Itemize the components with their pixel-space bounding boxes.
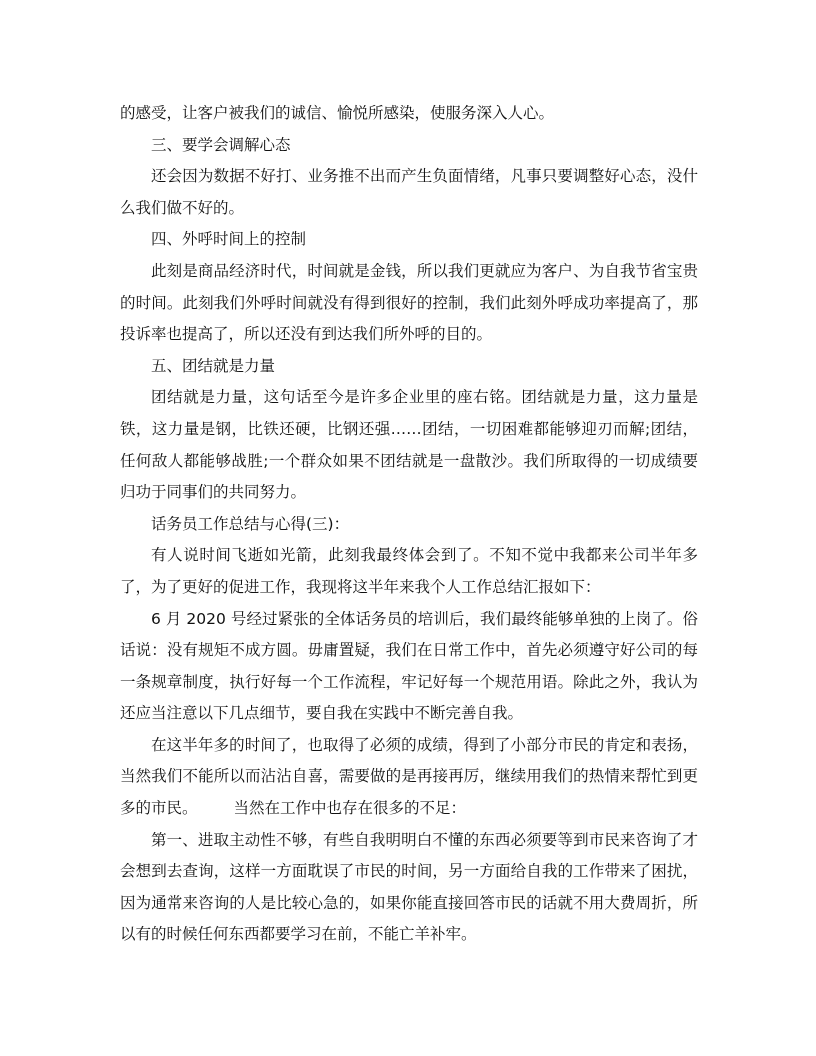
paragraph: 还会因为数据不好打、业务推不出而产生负面情绪，凡事只要调整好心态，没什么我们做不好的。 xyxy=(120,167,698,217)
paragraph-continuation: 的感受，让客户被我们的诚信、愉悦所感染，使服务深入人心。 xyxy=(120,104,555,122)
paragraph: 有人说时间飞逝如光箭，此刻我最终体会到了。不知不觉中我都来公司半年多了，为了更好的促进工作，我现将这半年来我个人工作总结汇报如下： xyxy=(120,546,698,596)
paragraph: 团结就是力量，这句话至今是许多企业里的座右铭。团结就是力量，这力量是铁，这力量是钢，比铁还硬，比钢还强……团结，一切困难都能够迎刃而解;团结，任何敌人都能够战胜;一个群众如果不团结就是一盘散沙。我们所取得的一切成绩要归功于同事们的共同努力。 xyxy=(120,388,698,502)
section-heading-3: 三、要学会调解心态 xyxy=(151,135,291,154)
paragraph xyxy=(120,730,698,825)
paragraph: 6 月 2020 号经过紧张的全体话务员的培训后，我们最终能够单独的上岗了。俗话说：没有规矩不成方圆。毋庸置疑，我们在日常工作中，首先必须遵守好公司的每一条规章制度，执行好每一个工作流程，牢记好每一个规范用语。除此之外，我认为还应当注意以下几点细节，要自我在实践中不断完善自我。 xyxy=(120,609,698,723)
paragraph-part: 当然在工作中也存在很多的不足： xyxy=(233,799,467,818)
section-heading-4: 四、外呼时间上的控制 xyxy=(151,230,307,249)
paragraph: 第一、进取主动性不够，有些自我明明白不懂的东西必须要等到市民来咨询了才会想到去查询，这样一方面耽误了市民的时间，另一方面给自我的工作带来了困扰，因为通常来咨询的人是比较心急的，如果你能直接回答市民的话就不用大费周折，所以有的时候任何东西都要学习在前，不能亡羊补牢。 xyxy=(120,830,698,944)
document-body xyxy=(120,98,698,951)
section-heading-5: 五、团结就是力量 xyxy=(151,356,276,375)
paragraph: 此刻是商品经济时代，时间就是金钱，所以我们更就应为客户、为自我节省宝贵的时间。此刻我们外呼时间就没有得到很好的控制，我们此刻外呼成功率提高了，那投诉率也提高了，所以还没有到达我们所外呼的目的。 xyxy=(120,261,698,344)
document-subtitle: 话务员工作总结与心得(三)： xyxy=(151,514,350,533)
paragraph-part: 在这半年多的时间了，也取得了必须的成绩，得到了小部分市民的肯定和表扬，当然我们不能所以而沾沾自喜，需要做的是再接再厉，继续用我们的热情来帮忙到更多的市民。 xyxy=(120,735,698,818)
